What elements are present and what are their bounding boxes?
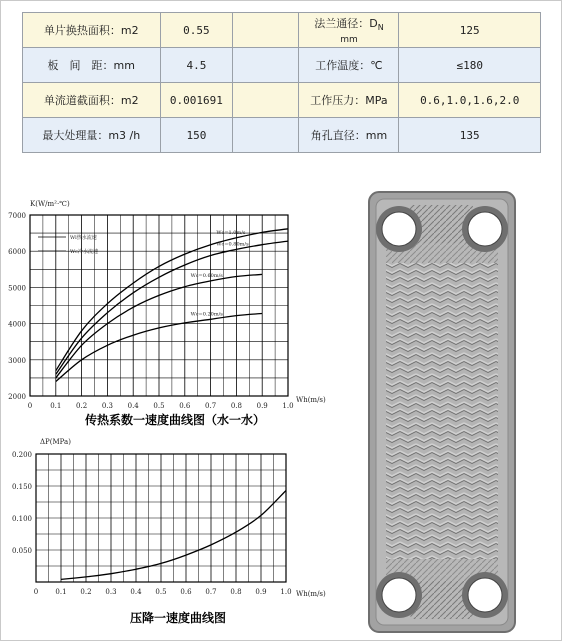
chart-x-tick-label: 0.8 [230,402,242,410]
chart-x-axis-label: Wh(m/s) [296,396,326,404]
table-cell-value: 150 [160,118,233,153]
plate-chevron-pattern [386,263,498,559]
chart-x-tick-label: 0 [27,402,33,410]
table-cell-label: 工作温度：℃ [299,48,399,83]
chart-legend-label: Wc冷水流速 [70,249,98,255]
chart-series-label: Wc=1.0m/s [216,229,246,236]
chart-y-tick-label: 6000 [8,248,26,257]
table-cell-label: 最大处理量：m3 /h [23,118,161,153]
table-cell-label: 工作压力：MPa [299,83,399,118]
chart-x-tick-label: 0.3 [101,402,113,410]
table-cell-label: 角孔直径：mm [299,118,399,153]
port-hole-bottom-right [468,578,502,612]
port-hole-bottom-left [382,578,416,612]
table-cell-value: 4.5 [160,48,233,83]
chart-title: 传热系数一速度曲线图（水一水） [84,413,266,427]
table-cell-value: 135 [399,118,541,153]
flange-label-sub: N [377,23,384,33]
table-cell-label: 单片换热面积：m2 [23,13,161,48]
chart-x-tick-label: 0.6 [180,588,192,596]
chart-y-tick-label: 2000 [8,393,26,401]
chart-series-label: Wc=0.60m/s [190,272,223,279]
chart-y-tick-label: 3000 [8,356,26,365]
chart-series-label: Wc=0.20m/s [190,311,223,318]
chart-x-tick-label: 0.9 [256,402,268,410]
chart-x-axis-label: Wh(m/s) [296,590,326,598]
flange-label-unit: mm [340,35,358,46]
chart-y-tick-label: 0.150 [11,483,32,491]
chart-x-tick-label: 0.4 [127,402,139,410]
chart-y-tick-label: 0.050 [11,547,32,555]
table-cell-value: 125 [399,13,541,48]
flange-label-main: 法兰通径：D [314,16,378,30]
chart-x-tick-label: 0.4 [130,588,142,596]
chart-x-tick-label: 0.8 [230,588,242,596]
heat-exchanger-plate-image [368,191,516,633]
chart-x-tick-label: 0 [33,588,39,596]
table-cell-label: 单流道截面积：m2 [23,83,161,118]
chart-x-tick-label: 0.7 [205,588,217,596]
chart-y-tick-label: 5000 [8,284,26,293]
table-cell-value: 0.6,1.0,1.6,2.0 [399,83,541,118]
table-cell-value: 0.001691 [160,83,233,118]
port-hole-top-left [382,212,416,246]
chart-y-tick-label: 7000 [8,212,26,220]
chart-y-tick-label: 0.200 [11,451,32,459]
chart-x-tick-label: 1.0 [280,588,292,596]
chart-y-axis-label: ΔP(MPa) [40,438,71,446]
table-cell-value: 0.55 [160,13,233,48]
chart-x-tick-label: 0.7 [205,402,217,410]
table-cell-label: 板 间 距：mm [23,48,161,83]
chart-x-tick-label: 0.5 [155,588,167,596]
chart-x-tick-label: 1.0 [282,402,294,410]
chart-y-tick-label: 4000 [8,320,26,329]
table-cell-value: ≤180 [399,48,541,83]
chart-series-label: Wc=0.80m/s [216,241,249,248]
chart-x-tick-label: 0.9 [255,588,267,596]
chart-x-tick-label: 0.6 [179,402,191,410]
chart-y-axis-label: K(W/m²·℃) [30,200,70,208]
chart-x-tick-label: 0.2 [80,588,92,596]
chart-x-tick-label: 0.1 [50,402,62,410]
port-hole-top-right [468,212,502,246]
chart-title: 压降一速度曲线图 [129,611,227,625]
chart-legend-label: Wl热水流速 [70,235,97,241]
chart-x-tick-label: 0.2 [76,402,88,410]
chart-x-tick-label: 0.3 [105,588,117,596]
chart-x-tick-label: 0.1 [55,588,67,596]
chart-x-tick-label: 0.5 [153,402,165,410]
chart-y-tick-label: 0.100 [11,515,32,523]
